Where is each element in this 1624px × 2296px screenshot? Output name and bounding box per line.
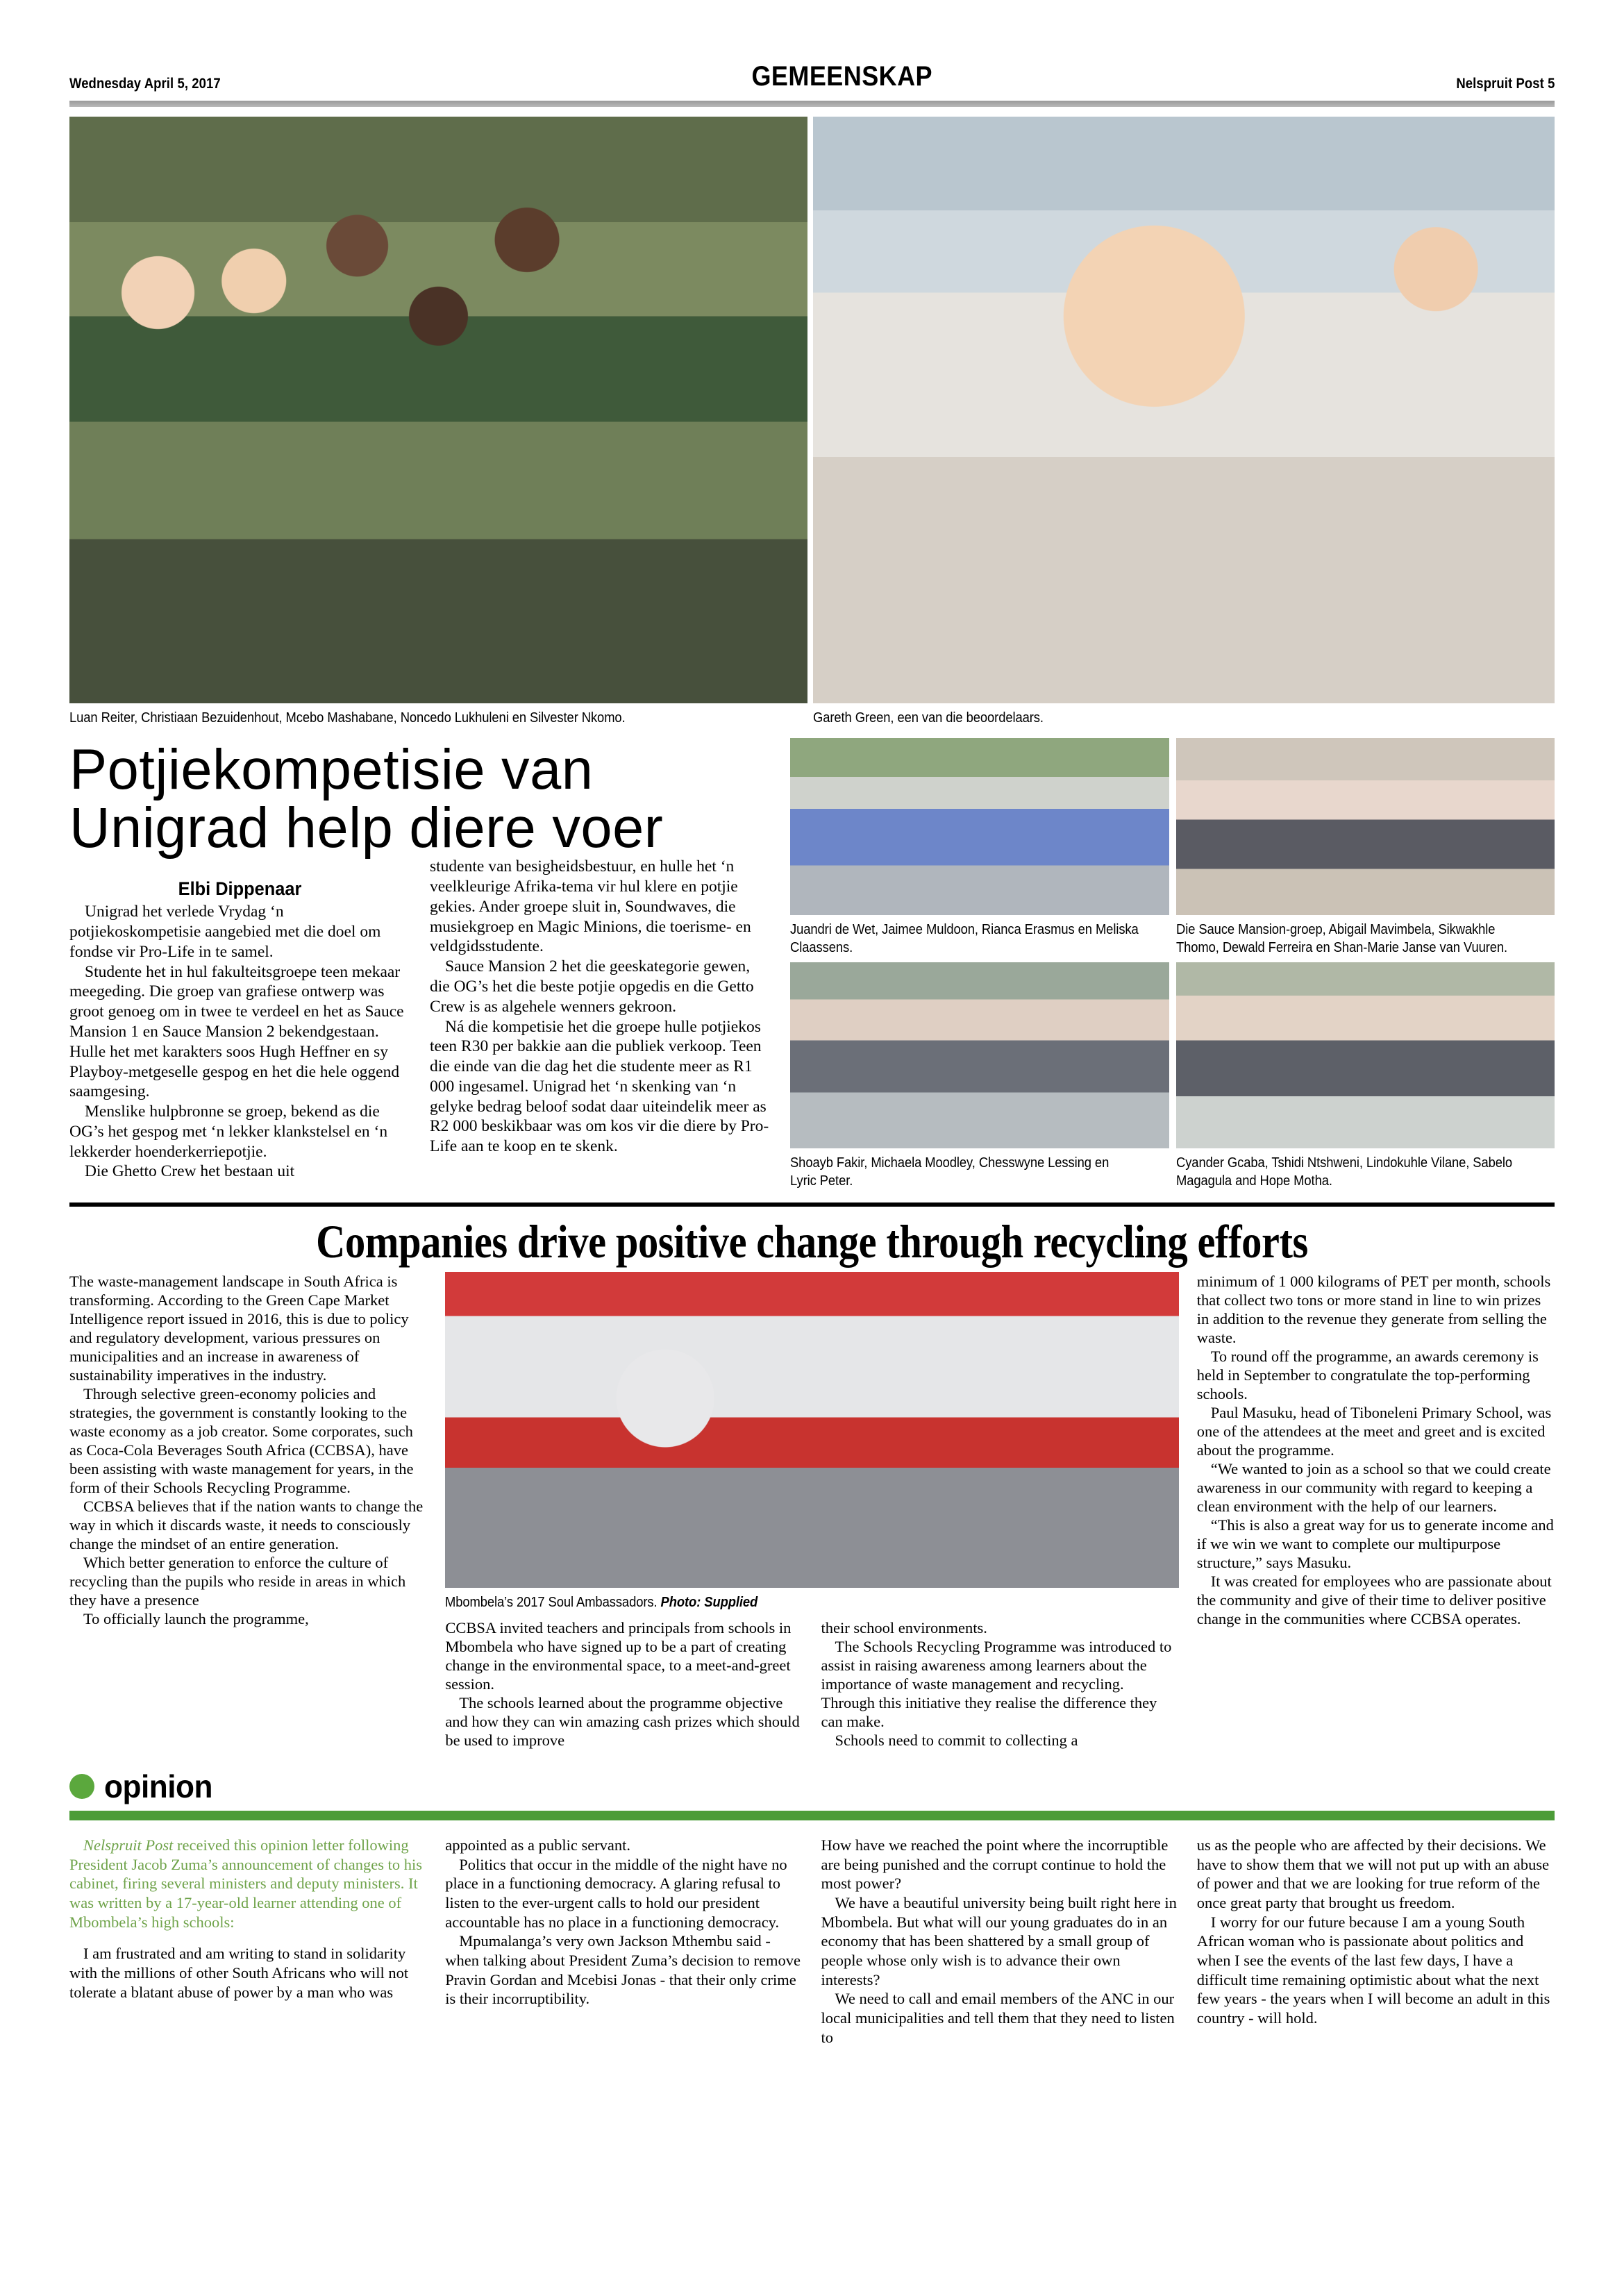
article2-column-1 <box>69 1272 427 1750</box>
article1-col2-p2: Sauce Mansion 2 het die geeskategorie gewen, die OG’s het die beste potjie opgedis en die Getto Crew is as algehele wenners gekroon. <box>430 957 754 1016</box>
article2-middle-columns <box>445 1618 1178 1750</box>
hero-photo-row <box>69 117 1555 703</box>
article1-col1-p3: Menslike hulpbronne se groep, bekend as die OG’s het gespog met ‘n lekker klankstelsel en ‘n lekkerder hoenderkerriepotjie. <box>69 1103 388 1161</box>
article2-col3-p2: The Schools Recycling Programme was introduced to assist in raising awareness among learners about the importance of waste management and recycling. Through this initiative they realise the difference they can make. <box>821 1638 1172 1730</box>
article1-column-1 <box>69 857 410 1182</box>
hero-photo-right <box>813 117 1555 703</box>
opinion-col2-p3: Mpumalanga’s very own Jackson Mthembu said - when talking about President Zuma’s decision to remove Pravin Gordan and Mcebisi Jonas - that their only crime is their incorruptibility. <box>445 1932 801 2008</box>
article2-col3-p3: Schools need to commit to collecting a <box>835 1732 1078 1749</box>
article2-col4-p1: minimum of 1 000 kilograms of PET per month, schools that collect two tons or more stand in line to win prizes in addition to the revenue they generate from selling the waste. <box>1196 1273 1551 1346</box>
masthead-page-number: Nelspruit Post 5 <box>1455 76 1555 92</box>
article2-col4-p4: “We wanted to join as a school so that we could create awareness in our community with regard to keeping a clean environment with the help of our learners. <box>1196 1460 1551 1515</box>
masthead <box>69 0 1555 92</box>
article1-photo-row-bottom <box>790 962 1555 1190</box>
hero-caption-left: Luan Reiter, Christiaan Bezuidenhout, Mcebo Mashabane, Noncedo Lukhuleni en Silvester Nkomo. <box>69 710 626 726</box>
opinion-col2-p2: Politics that occur in the middle of the night have no place in a functioning democracy. A glaring refusal to listen to the ever-urgent calls to hold our president accountable has no place in a functioning democracy. <box>445 1855 787 1931</box>
article1-columns <box>69 857 771 1182</box>
opinion-section-header <box>69 1768 1555 1805</box>
article2-photo <box>445 1272 1178 1588</box>
article2-headline: Companies drive positive change through recycling efforts <box>316 1215 1308 1268</box>
opinion-col4-p2: I worry for our future because I am a young South African woman who is passionate about politics and when I see the events of the last few days, I have a difficult time remaining optimistic about what the next few years - the years when I will become an adult in this country - will hold. <box>1196 1913 1550 2027</box>
opinion-intro-rest: received this opinion letter following President Jacob Zuma’s announcement of changes to his cabinet, firing several ministers and deputy ministers. It was written by a 17-year-old learner attending one of Mbombela’s high schools: <box>69 1836 422 1931</box>
opinion-col4-p1: us as the people who are affected by their decisions. We have to show them that we will not put up with an abuse of power and that we are looking for true reform of the once great party that brought us freedom. <box>1196 1836 1550 1912</box>
article2-col2-p1: CCBSA invited teachers and principals from schools in Mbombela who have signed up to be a part of creating change in the environmental space, to a meet-and-greet session. <box>445 1619 792 1693</box>
article-potjiekompetisie <box>69 738 1555 1190</box>
article1-col2-p1: studente van besigheidsbestuur, en hulle het ‘n veelkleurige Afrika-tema vir hul klere en potjie gekies. Ander groepe sluit in, Soundwaves, die musiekgroep en Magic Minions, die toerisme- en veldgidsstudente. <box>430 857 751 956</box>
opinion-spacer <box>69 1932 427 1944</box>
article1-headline <box>69 738 764 860</box>
article1-photo-2 <box>1176 738 1555 915</box>
article2-col4-p2: To round off the programme, an awards ceremony is held in September to congratulate the top-performing schools. <box>1196 1348 1539 1402</box>
article1-headline-line2: Unigrad help diere voer <box>69 796 664 860</box>
article1-photo-grid <box>790 738 1555 1190</box>
opinion-intro-publication: Nelspruit Post <box>83 1836 174 1854</box>
article1-col2-p3: Ná die kompetisie het die groepe hulle potjiekos teen R30 per bakkie aan die publiek verkoop. Teen die einde van die dag het die studente meer as R1 000 ingesamel. Unigrad het ‘n skenking van ‘n gelyke bedrag beloof sodat daar uiteindelik meer as R2 000 beskikbaar was om kos vir die diere by Pro-Life aan te koop en te skenk. <box>430 1017 769 1156</box>
article1-photo-cell-4 <box>1176 962 1555 1190</box>
article1-col1-p2: Studente het in hul fakulteitsgroepe teen mekaar meegeding. Die groep van grafiese ontwerp was groot genoeg om in twee te verdeel en het as Sauce Mansion 1 en Sauce Mansion 2 bekendgestaan. Hulle het met karakters soos Hugh Heffner en sy Playboy-metgeselle gespog en het die hele oggend saamgesing. <box>69 962 404 1101</box>
article1-text-block <box>69 738 771 1190</box>
masthead-rule <box>69 101 1555 107</box>
opinion-columns <box>69 1836 1555 2047</box>
opinion-bullet-icon <box>69 1774 94 1799</box>
article1-col1-p1: Unigrad het verlede Vrydag ‘n potjiekoskompetisie aangebied met die doel om fondse vir Pro-Life in te samel. <box>69 903 381 961</box>
opinion-label: opinion <box>104 1768 213 1804</box>
article2-col1-p2: Through selective green-economy policies and strategies, the government is constantly looking to the waste economy as a job creator. Some corporates, such as Coca-Cola Beverages South Africa (CCBSA), have been assisting with waste management for years, in the form of their Schools Recycling Programme. <box>69 1385 414 1496</box>
article2-column-2 <box>445 1618 803 1750</box>
article1-photo-caption-1: Juandri de Wet, Jaimee Muldoon, Rianca Erasmus en Meliska Claassens. <box>790 922 1139 955</box>
article2-col1-p5: To officially launch the programme, <box>83 1610 309 1627</box>
article1-photo-cell-2 <box>1176 738 1555 957</box>
article1-photo-caption-3: Shoayb Fakir, Michaela Moodley, Chesswyne Lessing en Lyric Peter. <box>790 1155 1110 1189</box>
article2-col3-p1: their school environments. <box>821 1619 987 1636</box>
opinion-column-2 <box>445 1836 803 2047</box>
article2-col1-p1: The waste-management landscape in South Africa is transforming. According to the Green Cape Market Intelligence report issued in 2016, this is due to policy and regulatory development, various pressures on municipalities and an increase in awareness of sustainability imperatives in the industry. <box>69 1273 409 1384</box>
opinion-column-1 <box>69 1836 427 2047</box>
article1-column-2 <box>430 857 771 1182</box>
article2-col1-p4: Which better generation to enforce the culture of recycling than the pupils who reside in areas in which they have a presence <box>69 1554 406 1609</box>
article2-col4-p6: It was created for employees who are passionate about the community and give of their time to deliver positive change in the communities where CCBSA operates. <box>1196 1573 1552 1627</box>
article1-photo-row-top <box>790 738 1555 957</box>
article2-col4-p5: “This is also a great way for us to generate income and if we win we want to complete our multipurpose structure,” says Masuku. <box>1196 1516 1554 1571</box>
article2-photo-caption <box>445 1588 1120 1611</box>
hero-caption-row <box>69 703 1555 727</box>
article1-photo-cell-1 <box>790 738 1169 957</box>
article1-photo-caption-4: Cyander Gcaba, Tshidi Ntshweni, Lindokuhle Vilane, Sabelo Magagula and Hope Motha. <box>1175 1155 1512 1189</box>
opinion-column-4 <box>1197 1836 1555 2047</box>
article2-top-rule <box>69 1203 1555 1207</box>
article1-photo-1 <box>790 738 1169 915</box>
opinion-col3-p2: We have a beautiful university being built right here in Mbombela. But what will our young graduates do in an economy that has been shattered by a small group of people whose only wish is to advance their own interests? <box>821 1894 1177 1988</box>
article2-column-4 <box>1197 1272 1555 1750</box>
opinion-col1-p1: I am frustrated and am writing to stand in solidarity with the millions of other South Africans who will not tolerate a blatant abuse of power by a man who was <box>69 1945 409 2001</box>
opinion-divider-bar <box>69 1811 1555 1820</box>
article2-middle-block <box>445 1272 1178 1750</box>
opinion-column-3 <box>821 1836 1179 2047</box>
article2-col2-p2: The schools learned about the programme objective and how they can win amazing cash prizes which should be used to improve <box>445 1694 800 1749</box>
opinion-col2-p1: appointed as a public servant. <box>445 1836 631 1854</box>
article2-column-3 <box>821 1618 1179 1750</box>
masthead-section-title: GEMEENSKAP <box>751 61 932 92</box>
article2-col4-p3: Paul Masuku, head of Tiboneleni Primary School, was one of the attendees at the meet and greet and is excited about the programme. <box>1196 1404 1552 1459</box>
masthead-date: Wednesday April 5, 2017 <box>69 76 221 92</box>
article1-col1-p4: Die Ghetto Crew het bestaan uit <box>85 1162 295 1181</box>
article-recycling <box>69 1272 1555 1750</box>
article2-col1-p3: CCBSA believes that if the nation wants to change the way in which it discards waste, it needs to consciously change the mindset of an entire generation. <box>69 1498 424 1552</box>
opinion-col3-p3: We need to call and email members of the ANC in our local municipalities and tell them that they need to listen to <box>821 1990 1175 2046</box>
article1-photo-3 <box>790 962 1169 1148</box>
article1-photo-4 <box>1176 962 1555 1148</box>
article2-photo-caption-text: Mbombela’s 2017 Soul Ambassadors. <box>445 1595 661 1610</box>
hero-caption-right: Gareth Green, een van die beoordelaars. <box>813 710 1044 726</box>
article1-headline-line1: Potjiekompetisie van <box>69 738 594 801</box>
article1-photo-caption-2: Die Sauce Mansion-groep, Abigail Mavimbela, Sikwakhle Thomo, Dewald Ferreira en Shan-Marie Janse van Vuuren. <box>1175 922 1507 955</box>
opinion-intro <box>69 1836 427 1932</box>
hero-photo-left <box>69 117 807 703</box>
article1-photo-cell-3 <box>790 962 1169 1190</box>
opinion-col3-p1: How have we reached the point where the incorruptible are being punished and the corrupt continue to hold the most power? <box>821 1836 1169 1893</box>
article2-photo-credit: Photo: Supplied <box>660 1595 758 1610</box>
article1-byline: Elbi Dippenaar <box>178 878 302 900</box>
